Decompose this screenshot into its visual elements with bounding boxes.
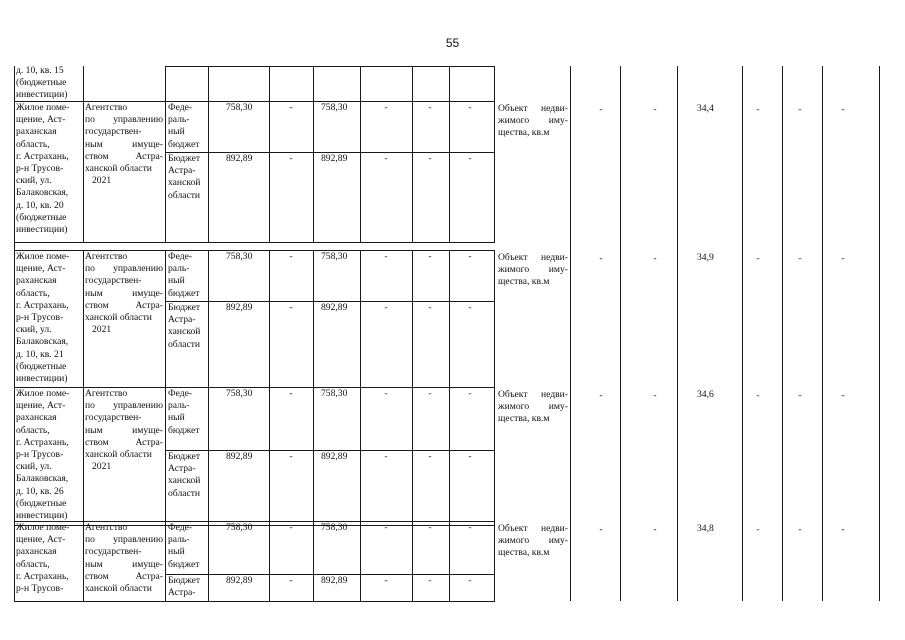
empty-value-dash: - <box>289 102 293 113</box>
table-rule <box>14 387 15 525</box>
empty-value-dash: - <box>428 575 432 586</box>
empty-value-dash: - <box>599 253 603 264</box>
funding-source-line: раль- <box>168 534 190 546</box>
table-rule <box>360 521 361 601</box>
agency-line: ханской области <box>85 312 152 323</box>
result-indicator-line: щества, кв.м <box>498 127 550 139</box>
empty-value-dash: - <box>289 153 293 164</box>
table-rule <box>14 66 15 101</box>
table-rule <box>782 101 783 250</box>
empty-value-dash: - <box>289 388 293 399</box>
empty-value-dash: - <box>289 302 293 313</box>
table-rule <box>412 101 413 242</box>
table-rule <box>449 387 450 525</box>
object-description-line: г. Астрахань, <box>16 299 69 311</box>
object-description-line: д. 10, кв. 21 <box>16 348 64 360</box>
agency-line: ным имуще- <box>85 138 163 150</box>
object-description-line: Балаковская, <box>16 473 69 485</box>
agency-line: Агентство <box>85 388 128 399</box>
table-rule <box>449 521 450 601</box>
empty-value-dash: - <box>428 153 432 164</box>
empty-value-dash: - <box>756 253 760 264</box>
object-description-line: область, <box>16 424 50 436</box>
table-rule <box>412 387 413 525</box>
agency-line: Агентство <box>85 102 128 113</box>
table-rule <box>822 387 823 521</box>
empty-value-dash: - <box>289 251 293 262</box>
table-rule <box>83 101 84 242</box>
result-indicator-line: щества, кв.м <box>498 276 550 288</box>
table-rule <box>742 521 743 601</box>
agency-line: государствен- <box>85 126 142 138</box>
table-rule <box>879 66 880 101</box>
agency-line: Агентство <box>85 522 128 533</box>
agency-line: ным имуще- <box>85 424 163 436</box>
table-rule <box>782 66 783 101</box>
agency-line: ным имуще- <box>85 558 163 570</box>
area-value: 34,4 <box>697 103 714 114</box>
object-description-line: г. Астрахань, <box>16 570 69 582</box>
table-rule <box>208 66 209 101</box>
table-rule <box>620 387 621 521</box>
empty-value-dash: - <box>468 102 472 113</box>
object-description-line: щение, Аст- <box>16 534 66 546</box>
object-description-line: (бюджетные <box>16 211 67 223</box>
table-rule <box>208 387 209 525</box>
agency-line: ством Астра- <box>85 436 163 448</box>
regional-total-value: 892,89 <box>226 302 253 313</box>
agency-line: 2021 <box>92 324 112 336</box>
agency-line: ханской области <box>85 583 152 594</box>
agency-line: ханской области <box>85 449 152 460</box>
empty-value-dash: - <box>468 153 472 164</box>
table-rule <box>822 101 823 250</box>
table-rule <box>449 66 450 101</box>
object-description-line: ский, ул. <box>16 175 52 187</box>
empty-value-dash: - <box>468 388 472 399</box>
table-rule <box>14 242 495 243</box>
table-rule <box>360 387 361 525</box>
object-description-line: (бюджетные <box>16 77 67 88</box>
table-rule <box>165 66 166 101</box>
table-rule <box>208 101 209 242</box>
funding-source-line: раль- <box>168 400 190 412</box>
funding-source-line: ханской <box>168 326 201 338</box>
object-description-line: инвестиции) <box>16 224 68 235</box>
empty-value-dash: - <box>428 102 432 113</box>
empty-value-dash: - <box>841 390 845 401</box>
funding-source-line: Феде- <box>168 522 193 533</box>
table-rule <box>208 250 209 387</box>
table-rule <box>494 101 495 242</box>
area-value: 34,8 <box>697 523 714 534</box>
table-rule <box>879 387 880 521</box>
object-description-line: Жилое поме- <box>16 251 70 262</box>
empty-value-dash: - <box>384 575 388 586</box>
object-description-line: д. 10, кв. 26 <box>16 485 64 497</box>
funding-source-line: области <box>168 338 201 350</box>
funding-source-line: областн <box>168 487 201 499</box>
table-rule <box>313 521 314 601</box>
object-description-line: инвестиции) <box>16 373 68 384</box>
table-rule <box>620 250 621 387</box>
agency-line: по управлению <box>85 114 163 126</box>
funding-source-line: Астра- <box>168 463 196 475</box>
object-description-line: раханская <box>16 412 57 424</box>
empty-value-dash: - <box>428 388 432 399</box>
result-indicator-line: Объект недви- <box>498 252 568 263</box>
object-description-line: г. Астрахань, <box>16 436 69 448</box>
table-rule <box>742 250 743 387</box>
object-description-line: (бюджетные <box>16 497 67 509</box>
table-rule <box>879 521 880 601</box>
regional-total-value: 892,89 <box>226 575 253 586</box>
empty-value-dash: - <box>289 575 293 586</box>
funding-source-line: бюджет <box>168 287 200 299</box>
table-rule <box>677 66 678 101</box>
table-rule <box>822 521 823 601</box>
empty-value-dash: - <box>384 153 388 164</box>
table-rule <box>742 101 743 250</box>
funding-source-line: бюджет <box>168 558 200 570</box>
table-rule <box>165 101 166 242</box>
table-rule <box>360 101 361 242</box>
object-description-line: р-н Трусов- <box>16 583 64 594</box>
funding-source-line: ный <box>168 275 185 287</box>
empty-value-dash: - <box>756 390 760 401</box>
empty-value-dash: - <box>428 451 432 462</box>
table-rule <box>494 387 495 525</box>
table-rule <box>83 66 84 101</box>
table-rule <box>782 250 783 387</box>
table-rule <box>269 250 270 387</box>
area-value: 34,9 <box>697 252 714 263</box>
empty-value-dash: - <box>428 302 432 313</box>
object-description-line: щение, Аст- <box>16 114 66 126</box>
object-description-line: область, <box>16 138 50 150</box>
funding-source-line: Бюджет <box>168 153 201 164</box>
empty-value-dash: - <box>468 451 472 462</box>
funding-source-line: Бюджет <box>168 575 201 586</box>
empty-value-dash: - <box>653 524 657 535</box>
regional-amount-value: 892,89 <box>321 575 348 586</box>
empty-value-dash: - <box>468 575 472 586</box>
table-rule <box>83 387 84 525</box>
object-description-line: Балаковская, <box>16 336 69 348</box>
federal-amount-value: 758,30 <box>321 102 348 113</box>
result-indicator-line: Объект недви- <box>498 103 568 114</box>
result-indicator-line: щества, кв.м <box>498 547 550 559</box>
table-rule <box>620 521 621 601</box>
empty-value-dash: - <box>798 104 802 115</box>
empty-value-dash: - <box>841 524 845 535</box>
empty-value-dash: - <box>653 390 657 401</box>
table-rule <box>570 66 571 101</box>
empty-value-dash: - <box>468 522 472 533</box>
object-description-line: раханская <box>16 546 57 558</box>
result-indicator-line: жимого иму- <box>498 115 568 127</box>
funding-source-line: ный <box>168 546 185 558</box>
regional-amount-value: 892,89 <box>321 302 348 313</box>
agency-line: ством Астра- <box>85 150 163 162</box>
table-rule <box>677 521 678 601</box>
agency-line: ством Астра- <box>85 570 163 582</box>
agency-line: ханской области <box>85 163 152 174</box>
object-description-line: раханская <box>16 126 57 138</box>
object-description-line: д. 10, кв. 20 <box>16 199 64 211</box>
object-description-line: Жилое поме- <box>16 388 70 399</box>
empty-value-dash: - <box>289 522 293 533</box>
table-rule <box>677 101 678 250</box>
empty-value-dash: - <box>841 104 845 115</box>
page-number: 55 <box>445 36 460 50</box>
object-description-line: ский, ул. <box>16 461 52 473</box>
object-description-line: раханская <box>16 275 57 287</box>
agency-line: по управлению <box>85 400 163 412</box>
regional-total-value: 892,89 <box>226 451 253 462</box>
object-description-line: ский, ул. <box>16 324 52 336</box>
table-rule <box>570 521 571 601</box>
agency-line: государствен- <box>85 412 142 424</box>
table-rule <box>165 66 495 67</box>
table-rule <box>620 66 621 101</box>
empty-value-dash: - <box>599 524 603 535</box>
table-rule <box>14 250 15 387</box>
object-description-line: инвестиции) <box>16 510 68 521</box>
table-rule <box>14 601 495 602</box>
empty-value-dash: - <box>384 302 388 313</box>
funding-source-line: бюджет <box>168 424 200 436</box>
table-rule <box>879 250 880 387</box>
empty-value-dash: - <box>798 524 802 535</box>
federal-amount-value: 758,30 <box>321 388 348 399</box>
table-rule <box>165 387 166 525</box>
agency-line: государствен- <box>85 275 142 287</box>
table-rule <box>208 521 209 601</box>
funding-source-line: Астра- <box>168 165 196 177</box>
object-description-line: область, <box>16 558 50 570</box>
table-rule <box>570 387 571 521</box>
empty-value-dash: - <box>599 104 603 115</box>
object-description-line: р-н Трусов- <box>16 312 64 323</box>
table-rule <box>494 250 495 387</box>
agency-line: по управлению <box>85 263 163 275</box>
funding-source-line: бюджет <box>168 138 200 150</box>
funding-source-line: Астра- <box>168 587 196 599</box>
funding-source-line: Феде- <box>168 388 193 399</box>
empty-value-dash: - <box>756 104 760 115</box>
table-rule <box>412 66 413 101</box>
federal-amount-value: 758,30 <box>321 251 348 262</box>
table-rule <box>14 521 15 601</box>
result-indicator-line: жимого иму- <box>498 401 568 413</box>
table-rule <box>165 250 166 387</box>
result-indicator-line: жимого иму- <box>498 264 568 276</box>
funding-source-line: Астра- <box>168 314 196 326</box>
table-rule <box>494 66 495 101</box>
empty-value-dash: - <box>798 390 802 401</box>
table-rule <box>412 250 413 387</box>
table-rule <box>269 387 270 525</box>
table-rule <box>449 101 450 242</box>
object-description-line: р-н Трусов- <box>16 449 64 460</box>
empty-value-dash: - <box>384 451 388 462</box>
regional-amount-value: 892,89 <box>321 451 348 462</box>
object-description-line: инвестиции) <box>16 89 68 100</box>
empty-value-dash: - <box>428 522 432 533</box>
funding-source-line: ный <box>168 126 185 138</box>
empty-value-dash: - <box>384 522 388 533</box>
funding-source-line: ханской <box>168 475 201 487</box>
empty-value-dash: - <box>653 104 657 115</box>
table-rule <box>14 242 15 250</box>
empty-value-dash: - <box>428 251 432 262</box>
table-rule <box>360 250 361 387</box>
table-rule <box>313 387 314 525</box>
empty-value-dash: - <box>841 253 845 264</box>
table-rule <box>879 101 880 250</box>
table-rule <box>269 101 270 242</box>
empty-value-dash: - <box>384 102 388 113</box>
result-indicator-line: Объект недви- <box>498 389 568 400</box>
agency-line: 2021 <box>92 461 112 473</box>
agency-line: Агентство <box>85 251 128 262</box>
funding-source-line: Феде- <box>168 251 193 262</box>
table-rule <box>620 101 621 250</box>
result-indicator-line: Объект недви- <box>498 523 568 534</box>
table-rule <box>782 521 783 601</box>
table-rule <box>677 250 678 387</box>
federal-total-value: 758,30 <box>226 388 253 399</box>
empty-value-dash: - <box>384 251 388 262</box>
table-rule <box>313 66 314 101</box>
table-rule <box>269 66 270 101</box>
agency-line: ным имуще- <box>85 287 163 299</box>
table-rule <box>822 250 823 387</box>
funding-source-line: ханской <box>168 177 201 189</box>
object-description-line: Жилое поме- <box>16 522 70 533</box>
object-description-line: д. 10, кв. 15 <box>16 65 64 76</box>
object-description-line: область, <box>16 287 50 299</box>
federal-total-value: 758,30 <box>226 251 253 262</box>
table-rule <box>313 250 314 387</box>
empty-value-dash: - <box>289 451 293 462</box>
table-rule <box>83 521 84 601</box>
agency-line: 2021 <box>92 175 112 187</box>
table-rule <box>494 521 495 601</box>
funding-source-line: области <box>168 189 201 201</box>
object-description-line: (бюджетные <box>16 360 67 372</box>
table-rule <box>449 250 450 387</box>
table-rule <box>822 66 823 101</box>
funding-source-line: Феде- <box>168 102 193 113</box>
table-rule <box>742 387 743 521</box>
empty-value-dash: - <box>468 302 472 313</box>
funding-source-line: раль- <box>168 114 190 126</box>
regional-total-value: 892,89 <box>226 153 253 164</box>
table-rule <box>742 66 743 101</box>
table-rule <box>412 521 413 601</box>
empty-value-dash: - <box>798 253 802 264</box>
table-rule <box>14 101 15 242</box>
table-rule <box>570 101 571 250</box>
table-rule <box>313 101 314 242</box>
object-description-line: Жилое поме- <box>16 102 70 113</box>
table-rule <box>782 387 783 521</box>
empty-value-dash: - <box>653 253 657 264</box>
table-rule <box>677 387 678 521</box>
funding-source-line: ный <box>168 412 185 424</box>
agency-line: ством Астра- <box>85 299 163 311</box>
federal-total-value: 758,30 <box>226 522 253 533</box>
table-rule <box>269 521 270 601</box>
table-rule <box>360 66 361 101</box>
object-description-line: щение, Аст- <box>16 263 66 275</box>
table-rule <box>165 521 166 601</box>
object-description-line: г. Астрахань, <box>16 150 69 162</box>
empty-value-dash: - <box>756 524 760 535</box>
agency-line: государствен- <box>85 546 142 558</box>
table-rule <box>83 250 84 387</box>
empty-value-dash: - <box>468 251 472 262</box>
result-indicator-line: щества, кв.м <box>498 413 550 425</box>
object-description-line: щение, Аст- <box>16 400 66 412</box>
table-rule <box>570 250 571 387</box>
empty-value-dash: - <box>384 388 388 399</box>
funding-source-line: Бюджет <box>168 302 201 313</box>
federal-amount-value: 758,30 <box>321 522 348 533</box>
regional-amount-value: 892,89 <box>321 153 348 164</box>
area-value: 34,6 <box>697 389 714 400</box>
object-description-line: Балаковская, <box>16 187 69 199</box>
funding-source-line: Бюджет <box>168 451 201 462</box>
federal-total-value: 758,30 <box>226 102 253 113</box>
empty-value-dash: - <box>599 390 603 401</box>
agency-line: по управлению <box>85 534 163 546</box>
funding-source-line: раль- <box>168 263 190 275</box>
result-indicator-line: жимого иму- <box>498 535 568 547</box>
object-description-line: р-н Трусов- <box>16 163 64 174</box>
